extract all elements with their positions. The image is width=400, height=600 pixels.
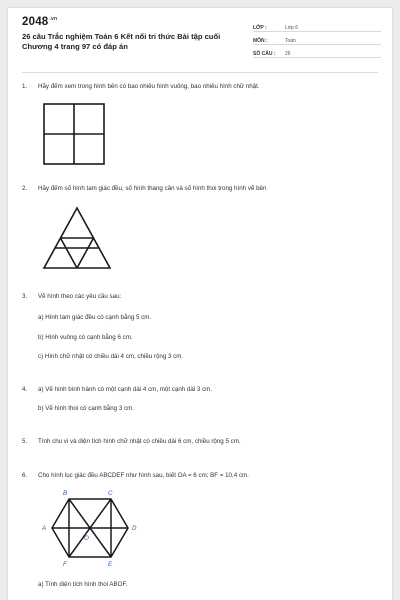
vertex-label-c: C [108, 490, 113, 497]
vertex-label-a: A [42, 525, 47, 532]
question-number: 3. [22, 293, 28, 300]
meta-value: 26 [285, 51, 291, 57]
question-text: Cho hình lục giác đều ABCDEF như hình sau, biết OA = 6 cm; BF = 10,4 cm. [38, 472, 249, 479]
logo-text: 2048 [22, 16, 49, 28]
question-4-part-b: b) Vẽ hình thoi có cạnh bằng 3 cm. [38, 405, 134, 412]
meta-value: Toán [285, 38, 296, 44]
site-logo[interactable] [22, 16, 57, 28]
meta-label: MÔN : [253, 38, 268, 44]
question-text: Vẽ hình theo các yêu cầu sau: [38, 293, 122, 300]
meta-value: Lớp 6 [285, 25, 299, 31]
meta-label: LỚP : [253, 25, 267, 31]
figure-triangle-grid [44, 208, 110, 268]
question-number: 1. [22, 83, 28, 90]
figure-square-grid [44, 104, 104, 164]
figure-hexagon-abcdef [48, 495, 132, 561]
meta-row-count [253, 46, 381, 58]
header-divider [22, 72, 378, 73]
question-3-part-c: c) Hình chữ nhật có chiều dài 4 cm, chiều rộng 3 cm. [38, 353, 184, 360]
page-title: 26 câu Trắc nghiệm Toán 6 Kết nối tri thức Bài tập cuối Chương 4 trang 97 có đáp án [22, 32, 221, 51]
question-3-part-b: b) Hình vuông có cạnh bằng 6 cm. [38, 334, 133, 341]
vertex-label-e: E [108, 561, 113, 568]
question-number: 2. [22, 185, 28, 192]
question-number: 4. [22, 386, 28, 393]
logo-suffix: .vn [49, 16, 58, 23]
question-6-part-a: a) Tính diện tích hình thoi ABOF. [38, 581, 128, 588]
question-number: 5. [22, 438, 28, 445]
worksheet-page [8, 8, 392, 600]
meta-info [253, 20, 381, 59]
vertex-label-f: F [63, 561, 67, 568]
vertex-label-d: D [132, 525, 137, 532]
question-text: Hãy đếm số hình tam giác đều, số hình thang cân và số hình thoi trong hình vẽ bên [38, 185, 267, 192]
vertex-label-b: B [63, 490, 68, 497]
meta-label: SỐ CÂU : [253, 51, 276, 57]
question-number: 6. [22, 472, 28, 479]
question-text: a) Vẽ hình bình hành có một cạnh dài 4 cm, một cạnh dài 3 cm. [38, 386, 213, 393]
question-3-part-a: a) Hình tam giác đều có cạnh bằng 5 cm. [38, 314, 152, 321]
meta-row-grade [253, 20, 381, 32]
question-text: Hãy đếm xem trong hình bên có bao nhiêu hình vuông, bao nhiêu hình chữ nhật. [38, 83, 260, 90]
vertex-label-o: O [84, 535, 89, 542]
meta-row-subject [253, 33, 381, 45]
question-text: Tính chu vi và diện tích hình chữ nhật có chiều dài 6 cm, chiều rộng 5 cm. [38, 438, 241, 445]
